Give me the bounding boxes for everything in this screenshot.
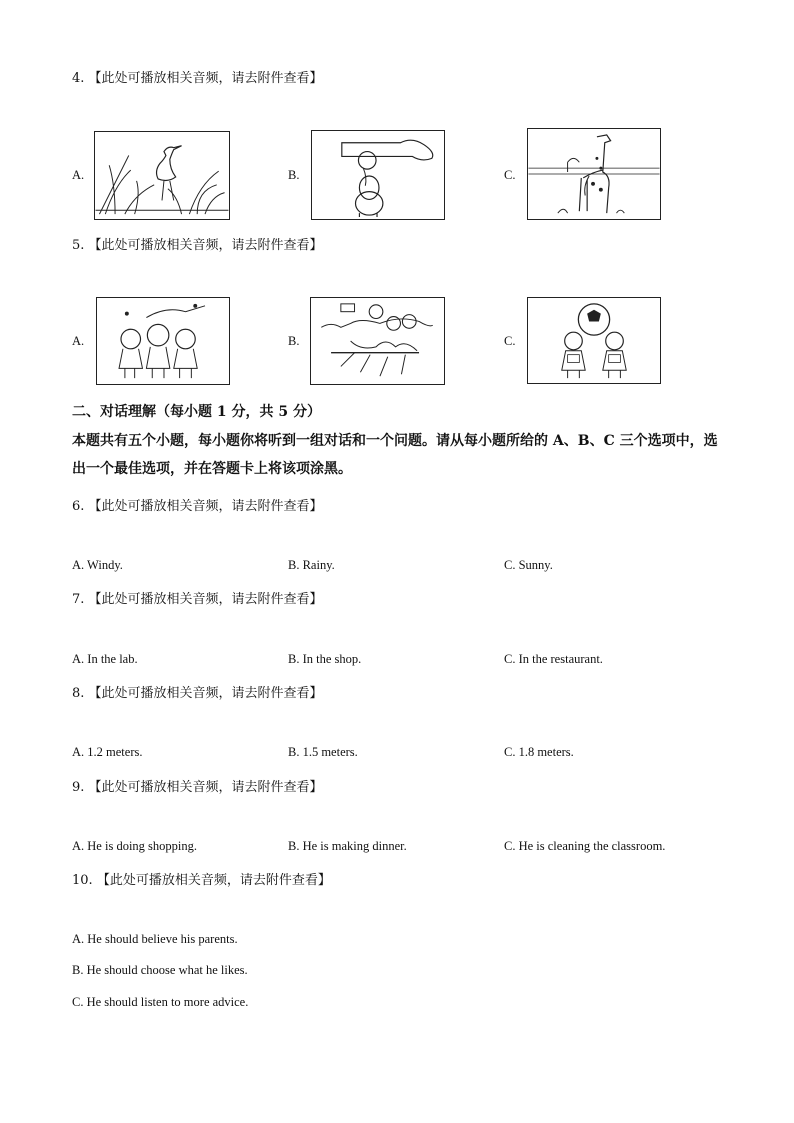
question-5-prompt xyxy=(72,234,323,253)
monkey-and-bear-image[interactable] xyxy=(311,130,445,220)
section-2-title: 二、对话理解（每小题 1 分，共 5 分） xyxy=(72,404,321,420)
q7-option-c[interactable]: C. In the restaurant. xyxy=(504,652,603,666)
audio-placeholder: 【此处可播放相关音频，请去附件查看】 xyxy=(88,499,323,514)
q10-option-c[interactable]: C. He should listen to more advice. xyxy=(72,995,249,1009)
question-number: 6. xyxy=(72,499,85,514)
audio-placeholder: 【此处可播放相关音频，请去附件查看】 xyxy=(88,686,323,701)
question-9-prompt xyxy=(72,776,323,795)
q8-option-c[interactable]: C. 1.8 meters. xyxy=(504,745,574,759)
q6-option-a[interactable]: A. Windy. xyxy=(72,558,123,572)
q4-option-a-label: A. xyxy=(72,168,85,182)
question-number: 9. xyxy=(72,780,85,795)
question-8-prompt xyxy=(72,682,323,701)
question-number: 10. xyxy=(72,873,93,888)
q5-option-c-label: C. xyxy=(504,334,516,348)
q5-option-a-label: A. xyxy=(72,334,85,348)
q7-option-b[interactable]: B. In the shop. xyxy=(288,652,362,666)
q10-option-a[interactable]: A. He should believe his parents. xyxy=(72,932,238,946)
question-number: 5. xyxy=(72,238,85,253)
question-6-prompt xyxy=(72,495,323,514)
question-number: 4. xyxy=(72,71,85,86)
question-4-prompt xyxy=(72,67,323,86)
q10-option-b[interactable]: B. He should choose what he likes. xyxy=(72,963,248,977)
audio-placeholder: 【此处可播放相关音频，请去附件查看】 xyxy=(88,592,323,607)
giraffe-image[interactable] xyxy=(527,128,661,220)
q5-option-b-label: B. xyxy=(288,334,300,348)
audio-placeholder: 【此处可播放相关音频，请去附件查看】 xyxy=(88,71,323,86)
question-10-prompt xyxy=(72,869,331,888)
q6-option-b[interactable]: B. Rainy. xyxy=(288,558,335,572)
q8-option-a[interactable]: A. 1.2 meters. xyxy=(72,745,143,759)
q9-option-b[interactable]: B. He is making dinner. xyxy=(288,839,407,853)
children-singing-image[interactable] xyxy=(96,297,230,385)
q7-option-a[interactable]: A. In the lab. xyxy=(72,652,138,666)
q8-option-b[interactable]: B. 1.5 meters. xyxy=(288,745,358,759)
question-7-prompt xyxy=(72,588,323,607)
audio-placeholder: 【此处可播放相关音频，请去附件查看】 xyxy=(88,238,323,253)
audio-placeholder: 【此处可播放相关音频，请去附件查看】 xyxy=(96,873,331,888)
question-number: 8. xyxy=(72,686,85,701)
q4-option-b-label: B. xyxy=(288,168,300,182)
q9-option-c[interactable]: C. He is cleaning the classroom. xyxy=(504,839,666,853)
q9-option-a[interactable]: A. He is doing shopping. xyxy=(72,839,197,853)
q6-option-c[interactable]: C. Sunny. xyxy=(504,558,553,572)
tug-of-war-image[interactable] xyxy=(310,297,445,385)
children-with-football-image[interactable] xyxy=(527,297,661,384)
audio-placeholder: 【此处可播放相关音频，请去附件查看】 xyxy=(88,780,323,795)
section-2-instructions: 本题共有五个小题，每小题你将听到一组对话和一个问题。请从每小题所给的 A、B、C 三个选项中，选出一个最佳选项，并在答题卡上将该项涂黑。 xyxy=(72,433,718,477)
heron-in-reeds-image[interactable] xyxy=(94,131,230,220)
question-number: 7. xyxy=(72,592,85,607)
q4-option-c-label: C. xyxy=(504,168,516,182)
